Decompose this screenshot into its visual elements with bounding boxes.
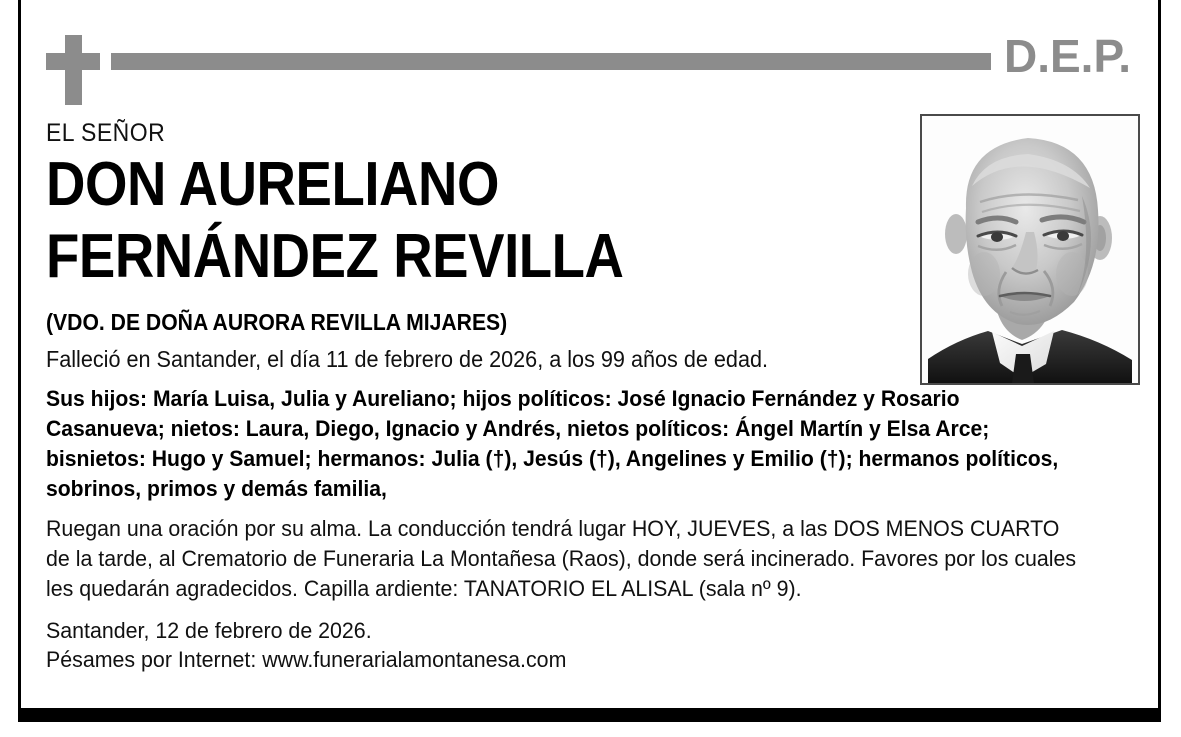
deceased-name [46,150,1001,291]
deceased-name-line1: DON AURELIANO [46,150,499,219]
latin-cross-icon [46,35,100,105]
frame-border-right [1158,0,1161,712]
salutation-label: EL SEÑOR [46,119,166,147]
frame-border-bottom [18,708,1161,722]
notice-header [46,30,1131,108]
deceased-name-line2: FERNÁNDEZ REVILLA [46,222,624,291]
place-and-date: Santander, 12 de febrero de 2026. [46,618,372,643]
family-survivors-paragraph: Sus hijos: María Luisa, Julia y Aureliano; hijos políticos: José Ignacio Fernández y Rosario Casanueva; nietos: Laura, Diego, Ignacio y Andrés, nietos políticos: Ángel Martín y Elsa Arce; bisnietos: Hugo y Samuel; hermanos: Julia (†), Jesús (†), Angelines y Emilio (†); hermanos políticos, sobrinos, primos y demás familia, [46,386,1059,501]
condolences-website: Pésames por Internet: www.funerarialamontanesa.com [46,647,567,672]
funeral-arrangements-paragraph: Ruegan una oración por su alma. La conducción tendrá lugar HOY, JUEVES, a las DOS MENOS CUARTO de la tarde, al Crematorio de Funeraria La Montañesa (Raos), donde será incinerado. Favores por los cuales les quedarán agradecidos. Capilla ardiente: TANATORIO EL ALISAL (sala nº 9). [46,516,1077,601]
dep-label: D.E.P. [1004,30,1131,82]
portrait-illustration [922,116,1138,383]
notice-footer [46,616,1077,674]
header-rule-divider [111,53,991,70]
portrait-photo [920,114,1140,385]
frame-border-left [18,0,21,712]
death-details-line: Falleció en Santander, el día 11 de febrero de 2026, a los 99 años de edad. [46,346,769,372]
widower-of-label: (VDO. DE DOÑA AURORA REVILLA MIJARES) [46,309,508,335]
